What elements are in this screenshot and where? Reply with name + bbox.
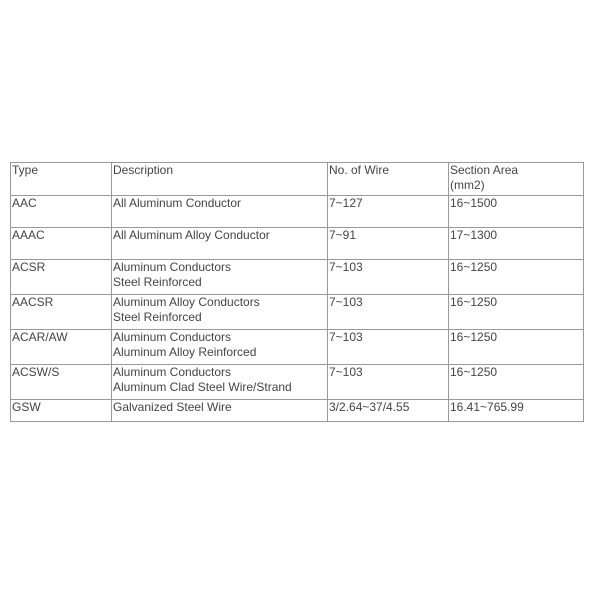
cell-no-of-wire: 7~103 (328, 295, 449, 330)
cell-type: ACSR (11, 260, 112, 295)
cell-type: AACSR (11, 295, 112, 330)
cell-description: All Aluminum Conductor (112, 196, 328, 228)
cell-description: Aluminum Conductors Aluminum Clad Steel Wire/Strand (112, 365, 328, 400)
conductor-spec-table (10, 162, 584, 422)
table-row (11, 228, 584, 260)
cell-section-area: 16~1250 (449, 260, 584, 295)
table-header-row (11, 163, 584, 196)
cell-description: Aluminum Conductors Steel Reinforced (112, 260, 328, 295)
cell-section-area: 16~1250 (449, 295, 584, 330)
cell-no-of-wire: 7~103 (328, 330, 449, 365)
header-description: Description (112, 163, 328, 196)
cell-no-of-wire: 7~103 (328, 365, 449, 400)
cell-no-of-wire: 3/2.64~37/4.55 (328, 400, 449, 422)
cell-type: GSW (11, 400, 112, 422)
cell-type: AAAC (11, 228, 112, 260)
header-type: Type (11, 163, 112, 196)
table-row (11, 330, 584, 365)
cell-section-area: 16~1250 (449, 330, 584, 365)
header-no-of-wire: No. of Wire (328, 163, 449, 196)
cell-description: Aluminum Alloy Conductors Steel Reinforced (112, 295, 328, 330)
table-row (11, 295, 584, 330)
table-row (11, 196, 584, 228)
cell-no-of-wire: 7~91 (328, 228, 449, 260)
cell-description: Aluminum Conductors Aluminum Alloy Reinforced (112, 330, 328, 365)
table-row (11, 400, 584, 422)
cell-type: ACAR/AW (11, 330, 112, 365)
table-row (11, 365, 584, 400)
table-row (11, 260, 584, 295)
cell-section-area: 16~1250 (449, 365, 584, 400)
cell-no-of-wire: 7~103 (328, 260, 449, 295)
cell-type: AAC (11, 196, 112, 228)
cell-section-area: 17~1300 (449, 228, 584, 260)
cell-description: All Aluminum Alloy Conductor (112, 228, 328, 260)
cell-description: Galvanized Steel Wire (112, 400, 328, 422)
header-section-area: Section Area (mm2) (449, 163, 584, 196)
cell-type: ACSW/S (11, 365, 112, 400)
cell-section-area: 16.41~765.99 (449, 400, 584, 422)
cell-no-of-wire: 7~127 (328, 196, 449, 228)
cell-section-area: 16~1500 (449, 196, 584, 228)
